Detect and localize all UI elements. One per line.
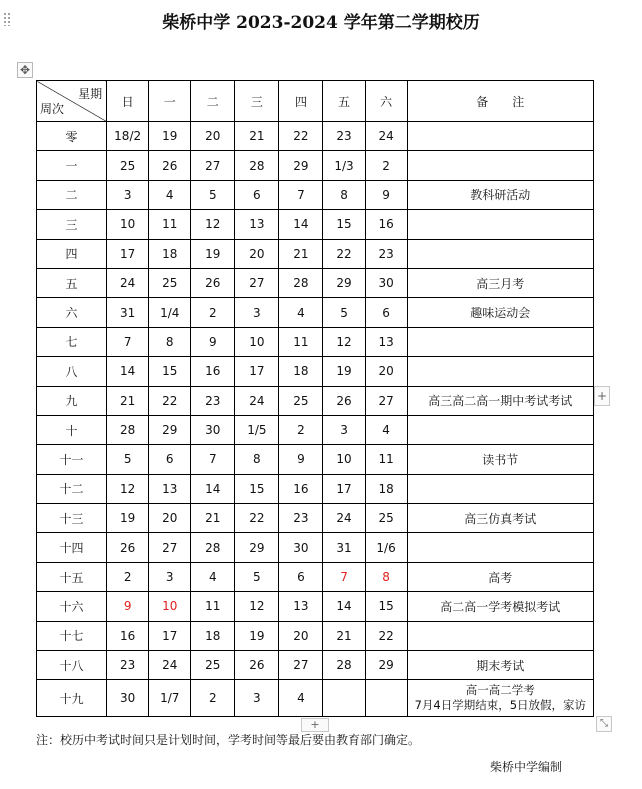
date-cell: 20 — [149, 504, 191, 533]
week-label: 六 — [37, 298, 107, 327]
note-cell: 高三仿真考试 — [407, 504, 593, 533]
date-cell: 23 — [191, 386, 235, 415]
page-title: 柴桥中学 2023-2024 学年第二学期校历 — [162, 13, 480, 33]
week-row — [37, 474, 594, 503]
week-label: 十五 — [37, 562, 107, 591]
note-cell: 趣味运动会 — [407, 298, 593, 327]
date-cell: 22 — [149, 386, 191, 415]
date-cell: 22 — [279, 122, 323, 151]
date-cell: 15 — [323, 210, 365, 239]
date-cell: 19 — [235, 621, 279, 650]
week-label: 一 — [37, 151, 107, 180]
note-cell: 高考 — [407, 562, 593, 591]
date-cell: 9 — [279, 445, 323, 474]
date-cell: 8 — [323, 180, 365, 209]
week-row — [37, 268, 594, 297]
date-cell: 7 — [191, 445, 235, 474]
date-cell: 8 — [235, 445, 279, 474]
date-cell: 18 — [279, 357, 323, 386]
week-label: 十六 — [37, 592, 107, 621]
date-cell: 9 — [365, 180, 407, 209]
date-cell: 30 — [107, 680, 149, 717]
date-cell: 5 — [191, 180, 235, 209]
date-cell: 19 — [323, 357, 365, 386]
date-cell: 30 — [365, 268, 407, 297]
note-cell: 高三月考 — [407, 268, 593, 297]
date-cell: 4 — [279, 298, 323, 327]
date-cell: 1/3 — [323, 151, 365, 180]
date-cell: 29 — [279, 151, 323, 180]
school-calendar-table — [36, 80, 594, 717]
date-cell: 18 — [191, 621, 235, 650]
date-cell: 1/7 — [149, 680, 191, 717]
date-cell: 18 — [149, 239, 191, 268]
header-day-sun: 日 — [107, 81, 149, 122]
note-line: 7月4日学期结束，5日放假，家访 — [414, 698, 587, 713]
week-row — [37, 592, 594, 621]
date-cell: 12 — [191, 210, 235, 239]
week-row — [37, 180, 594, 209]
date-cell: 26 — [107, 533, 149, 562]
date-cell: 23 — [279, 504, 323, 533]
week-row — [37, 327, 594, 356]
note-cell — [407, 357, 593, 386]
date-cell: 28 — [323, 651, 365, 680]
date-cell: 17 — [323, 474, 365, 503]
week-row — [37, 621, 594, 650]
week-label: 十三 — [37, 504, 107, 533]
date-cell: 2 — [191, 680, 235, 717]
date-cell: 4 — [365, 415, 407, 444]
note-cell: 高二高一学考模拟考试 — [407, 592, 593, 621]
footnote: 注：校历中考试时间只是计划时间，学考时间等最后要由教育部门确定。 — [36, 733, 421, 747]
date-cell: 20 — [279, 621, 323, 650]
date-cell: 30 — [191, 415, 235, 444]
note-cell — [407, 327, 593, 356]
date-cell: 24 — [323, 504, 365, 533]
date-cell: 28 — [107, 415, 149, 444]
week-row — [37, 210, 594, 239]
date-cell: 14 — [323, 592, 365, 621]
date-cell: 28 — [235, 151, 279, 180]
note-cell: 读书节 — [407, 445, 593, 474]
week-label: 九 — [37, 386, 107, 415]
add-row-button[interactable]: + — [301, 718, 329, 732]
date-cell — [365, 680, 407, 717]
date-cell: 4 — [191, 562, 235, 591]
week-row — [37, 239, 594, 268]
date-cell: 11 — [149, 210, 191, 239]
date-cell: 23 — [107, 651, 149, 680]
date-cell: 21 — [191, 504, 235, 533]
note-cell — [407, 621, 593, 650]
note-cell: 期末考试 — [407, 651, 593, 680]
date-cell: 24 — [107, 268, 149, 297]
date-cell: 13 — [149, 474, 191, 503]
date-cell: 5 — [107, 445, 149, 474]
date-cell: 3 — [149, 562, 191, 591]
date-cell: 27 — [365, 386, 407, 415]
date-cell: 29 — [365, 651, 407, 680]
date-cell: 25 — [279, 386, 323, 415]
date-cell: 11 — [279, 327, 323, 356]
date-cell: 25 — [365, 504, 407, 533]
date-cell: 28 — [279, 268, 323, 297]
week-label: 八 — [37, 357, 107, 386]
date-cell: 24 — [235, 386, 279, 415]
date-cell: 16 — [365, 210, 407, 239]
date-cell: 20 — [191, 122, 235, 151]
date-cell: 25 — [107, 151, 149, 180]
note-cell: 教科研活动 — [407, 180, 593, 209]
date-cell: 15 — [235, 474, 279, 503]
header-day-mon: 一 — [149, 81, 191, 122]
header-corner-cell — [37, 81, 107, 122]
date-cell: 9 — [191, 327, 235, 356]
date-cell: 2 — [191, 298, 235, 327]
date-cell: 10 — [235, 327, 279, 356]
date-cell: 14 — [191, 474, 235, 503]
date-cell: 31 — [323, 533, 365, 562]
date-cell: 27 — [149, 533, 191, 562]
date-cell: 3 — [323, 415, 365, 444]
date-cell: 20 — [365, 357, 407, 386]
week-label: 十一 — [37, 445, 107, 474]
week-row — [37, 680, 594, 717]
date-cell: 15 — [149, 357, 191, 386]
date-cell: 27 — [191, 151, 235, 180]
date-cell: 13 — [235, 210, 279, 239]
date-cell: 21 — [323, 621, 365, 650]
date-cell: 13 — [279, 592, 323, 621]
week-label: 五 — [37, 268, 107, 297]
date-cell: 12 — [323, 327, 365, 356]
date-cell: 31 — [107, 298, 149, 327]
date-cell: 29 — [323, 268, 365, 297]
date-cell: 4 — [149, 180, 191, 209]
week-label: 七 — [37, 327, 107, 356]
add-column-button[interactable]: + — [594, 386, 610, 406]
date-cell: 29 — [235, 533, 279, 562]
header-day-fri: 五 — [323, 81, 365, 122]
table-resize-handle-icon[interactable]: ⤡ — [596, 716, 612, 732]
week-label: 三 — [37, 210, 107, 239]
date-cell: 22 — [365, 621, 407, 650]
date-cell: 1/4 — [149, 298, 191, 327]
date-cell: 22 — [235, 504, 279, 533]
week-row — [37, 415, 594, 444]
week-row — [37, 562, 594, 591]
date-cell: 16 — [107, 621, 149, 650]
note-cell — [407, 239, 593, 268]
date-cell: 26 — [149, 151, 191, 180]
date-cell: 7 — [279, 180, 323, 209]
date-cell: 23 — [323, 122, 365, 151]
week-row — [37, 504, 594, 533]
week-row — [37, 533, 594, 562]
note-cell — [407, 415, 593, 444]
date-cell: 26 — [235, 651, 279, 680]
week-row — [37, 386, 594, 415]
date-cell: 25 — [149, 268, 191, 297]
corner-label-week: 周次 — [40, 102, 65, 116]
date-cell: 9 — [107, 592, 149, 621]
date-cell: 18 — [365, 474, 407, 503]
date-cell: 17 — [107, 239, 149, 268]
date-cell: 19 — [149, 122, 191, 151]
date-cell — [323, 680, 365, 717]
week-row — [37, 298, 594, 327]
date-cell: 27 — [235, 268, 279, 297]
week-label: 十九 — [37, 680, 107, 717]
date-cell: 30 — [279, 533, 323, 562]
header-day-wed: 三 — [235, 81, 279, 122]
date-cell: 1/5 — [235, 415, 279, 444]
note-cell — [407, 474, 593, 503]
date-cell: 6 — [365, 298, 407, 327]
date-cell: 8 — [149, 327, 191, 356]
date-cell: 5 — [235, 562, 279, 591]
note-cell — [407, 680, 593, 717]
date-cell: 16 — [279, 474, 323, 503]
week-label: 十二 — [37, 474, 107, 503]
date-cell: 23 — [365, 239, 407, 268]
date-cell: 3 — [235, 298, 279, 327]
date-cell: 4 — [279, 680, 323, 717]
header-day-tue: 二 — [191, 81, 235, 122]
date-cell: 18/2 — [107, 122, 149, 151]
date-cell: 17 — [149, 621, 191, 650]
date-cell: 26 — [323, 386, 365, 415]
week-label: 十 — [37, 415, 107, 444]
date-cell: 26 — [191, 268, 235, 297]
date-cell: 14 — [107, 357, 149, 386]
note-line: 高一高二学考 — [465, 683, 535, 698]
note-cell — [407, 533, 593, 562]
date-cell: 2 — [279, 415, 323, 444]
date-cell: 14 — [279, 210, 323, 239]
week-row — [37, 357, 594, 386]
week-row — [37, 651, 594, 680]
date-cell: 12 — [235, 592, 279, 621]
date-cell: 2 — [365, 151, 407, 180]
date-cell: 7 — [323, 562, 365, 591]
week-row — [37, 122, 594, 151]
header-notes: 备 注 — [407, 81, 593, 122]
date-cell: 22 — [323, 239, 365, 268]
date-cell: 6 — [235, 180, 279, 209]
date-cell: 6 — [149, 445, 191, 474]
date-cell: 24 — [149, 651, 191, 680]
header-day-sat: 六 — [365, 81, 407, 122]
date-cell: 10 — [107, 210, 149, 239]
header-day-thu: 四 — [279, 81, 323, 122]
date-cell: 5 — [323, 298, 365, 327]
date-cell: 3 — [235, 680, 279, 717]
date-cell: 3 — [107, 180, 149, 209]
date-cell: 8 — [365, 562, 407, 591]
corner-label-weekday: 星期 — [78, 87, 103, 101]
table-move-handle-icon[interactable]: ✥ — [17, 62, 33, 78]
date-cell: 19 — [107, 504, 149, 533]
date-cell: 24 — [365, 122, 407, 151]
date-cell: 13 — [365, 327, 407, 356]
date-cell: 15 — [365, 592, 407, 621]
week-label: 零 — [37, 122, 107, 151]
header-row — [37, 81, 594, 122]
note-cell — [407, 122, 593, 151]
date-cell: 1/6 — [365, 533, 407, 562]
signature: 柴桥中学编制 — [490, 760, 563, 774]
week-label: 二 — [37, 180, 107, 209]
date-cell: 19 — [191, 239, 235, 268]
date-cell: 21 — [107, 386, 149, 415]
week-label: 十四 — [37, 533, 107, 562]
date-cell: 2 — [107, 562, 149, 591]
date-cell: 29 — [149, 415, 191, 444]
date-cell: 17 — [235, 357, 279, 386]
date-cell: 28 — [191, 533, 235, 562]
week-row — [37, 151, 594, 180]
date-cell: 11 — [365, 445, 407, 474]
note-cell — [407, 151, 593, 180]
date-cell: 11 — [191, 592, 235, 621]
calendar-body — [37, 122, 594, 717]
week-label: 十七 — [37, 621, 107, 650]
date-cell: 6 — [279, 562, 323, 591]
date-cell: 25 — [191, 651, 235, 680]
date-cell: 12 — [107, 474, 149, 503]
date-cell: 27 — [279, 651, 323, 680]
week-label: 四 — [37, 239, 107, 268]
date-cell: 21 — [279, 239, 323, 268]
date-cell: 7 — [107, 327, 149, 356]
note-cell: 高三高二高一期中考试考试 — [407, 386, 593, 415]
date-cell: 16 — [191, 357, 235, 386]
week-label: 十八 — [37, 651, 107, 680]
date-cell: 10 — [149, 592, 191, 621]
date-cell: 10 — [323, 445, 365, 474]
date-cell: 20 — [235, 239, 279, 268]
note-cell — [407, 210, 593, 239]
date-cell: 21 — [235, 122, 279, 151]
week-row — [37, 445, 594, 474]
